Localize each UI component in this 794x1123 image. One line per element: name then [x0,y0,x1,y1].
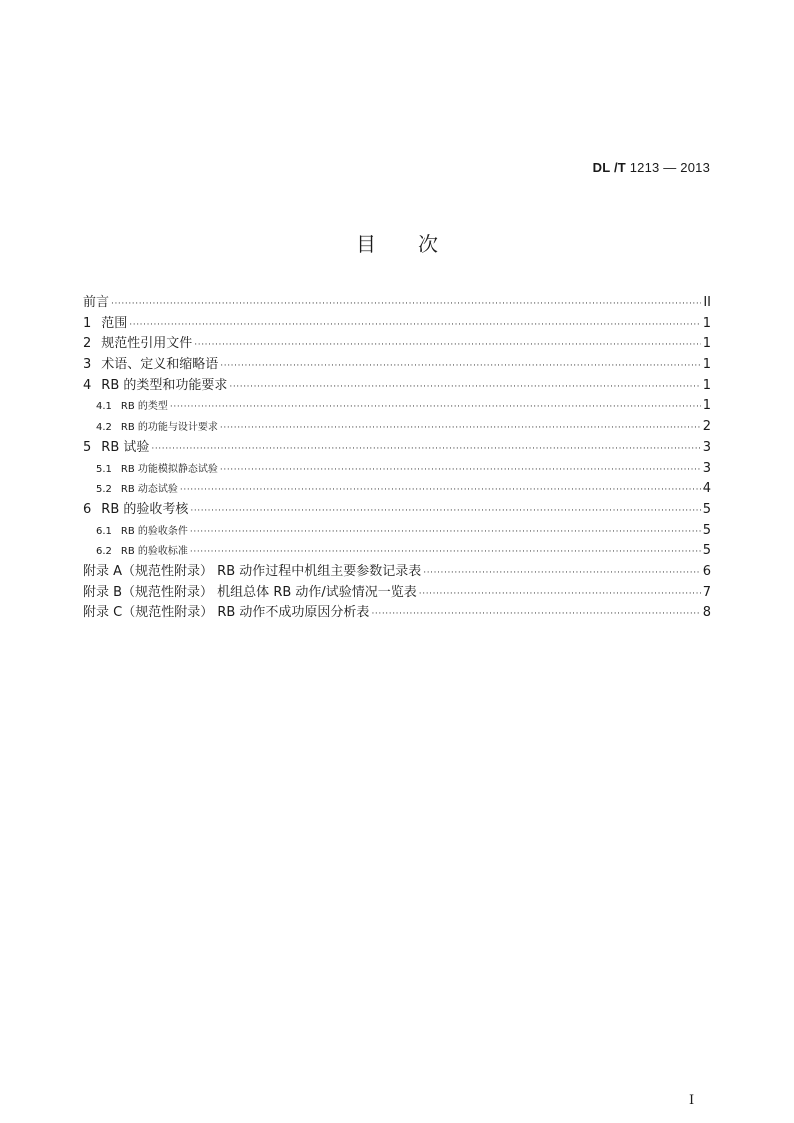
toc-entry-text: RB 试验 [101,439,150,455]
toc-entry-text: 范围 [101,315,128,331]
toc-dot-leader [111,294,701,315]
toc-entry-text: RB 功能模拟静态试验 [120,463,218,475]
toc-entry-page: 1 [702,336,711,352]
toc-entry[interactable] [83,541,711,562]
toc-entry-label [83,376,227,397]
toc-entry[interactable] [83,562,711,583]
toc-entry-number: 1 [83,315,92,331]
toc-entry-label [96,480,178,501]
page-title: 目次 [356,232,480,256]
toc-dot-leader [371,604,700,625]
toc-entry[interactable] [83,438,711,459]
toc-dot-leader [220,460,701,481]
toc-dot-leader [229,377,700,398]
toc-entry-page: 6 [702,563,711,579]
toc-entry-label [96,460,218,481]
toc-entry-number: 2 [83,336,92,352]
toc-entry-page: 3 [702,439,711,455]
toc-entry-text: RB 的验收条件 [120,525,188,537]
toc-dot-leader [190,501,700,522]
toc-entry[interactable] [83,459,711,480]
toc-entry-text: 术语、定义和缩略语 [101,357,219,373]
toc-entry[interactable] [83,355,711,376]
toc-entry-text: RB 的类型 [120,401,168,413]
toc-entry-label [96,542,188,563]
toc-entry-number: 4.2 [96,422,112,434]
toc-entry[interactable] [83,583,711,604]
toc-entry[interactable] [83,479,711,500]
toc-entry-label [83,438,149,459]
toc-entry[interactable] [83,603,711,624]
toc-entry-text: RB 动态试验 [120,484,178,496]
toc-entry-number: 6 [83,501,92,517]
toc-entry[interactable] [83,417,711,438]
toc-entry-number: 5.1 [96,463,112,475]
toc-entry[interactable] [83,396,711,417]
toc-entry-label [96,418,218,439]
toc-dot-leader [194,335,700,356]
toc-dot-leader [151,439,700,460]
toc-entry-page: 1 [702,315,711,331]
toc-entry-label [96,522,188,543]
toc-entry-number: 4 [83,377,92,393]
toc-entry-label [83,334,192,355]
toc-entry-number: 6.1 [96,525,112,537]
toc-entry-page: 1 [702,398,711,414]
toc-entry[interactable] [83,334,711,355]
toc-entry-page: 5 [702,501,711,517]
toc-entry-number: 5.2 [96,484,112,496]
toc-entry-page: 1 [702,377,711,393]
standard-number: 1213 — 2013 [629,160,710,175]
toc-dot-leader [180,480,701,501]
toc-entry-page: 4 [702,481,711,497]
toc-entry-text: 附录 B（规范性附录） 机组总体 RB 动作/试验情况一览表 [83,584,417,600]
table-of-contents [83,293,711,624]
toc-entry-text: RB 的类型和功能要求 [101,377,228,393]
toc-entry-page: 5 [702,522,711,538]
toc-entry-page: 2 [702,419,711,435]
toc-entry-text: RB 的功能与设计要求 [120,422,218,434]
toc-entry-label [96,397,168,418]
toc-dot-leader [220,356,700,377]
standard-prefix: DL /T [592,160,626,175]
toc-dot-leader [423,563,700,584]
toc-entry-label [83,314,127,335]
page-number: I [689,1093,695,1108]
toc-entry-number: 3 [83,357,92,373]
toc-entry-text: 附录 A（规范性附录） RB 动作过程中机组主要参数记录表 [83,563,422,579]
toc-entry-text: RB 的验收考核 [101,501,189,517]
toc-entry-number: 5 [83,439,92,455]
toc-entry-label [83,583,417,604]
toc-entry-page: 3 [702,460,711,476]
toc-dot-leader [129,315,700,336]
toc-dot-leader [170,397,701,418]
toc-dot-leader [419,584,701,605]
toc-entry-text: 前言 [83,295,110,310]
toc-entry-label [83,562,421,583]
toc-entry-number: 6.2 [96,546,112,558]
toc-entry-page: 8 [702,605,711,621]
toc-entry-label [83,293,109,314]
toc-entry-page: II [703,295,711,310]
toc-entry-label [83,500,188,521]
toc-dot-leader [190,542,701,563]
toc-dot-leader [220,418,701,439]
toc-entry-page: 7 [702,584,711,600]
toc-entry[interactable] [83,314,711,335]
toc-entry-text: 附录 C（规范性附录） RB 动作不成功原因分析表 [83,605,370,621]
toc-entry[interactable] [83,376,711,397]
toc-entry-label [83,603,369,624]
toc-entry-text: 规范性引用文件 [101,336,193,352]
toc-entry-page: 5 [702,543,711,559]
toc-entry[interactable] [83,521,711,542]
toc-entry[interactable] [83,500,711,521]
toc-entry[interactable] [83,293,711,314]
standard-code [593,160,710,175]
toc-entry-text: RB 的验收标准 [120,546,188,558]
toc-dot-leader [190,522,701,543]
toc-entry-label [83,355,218,376]
toc-entry-number: 4.1 [96,401,112,413]
toc-entry-page: 1 [702,357,711,373]
